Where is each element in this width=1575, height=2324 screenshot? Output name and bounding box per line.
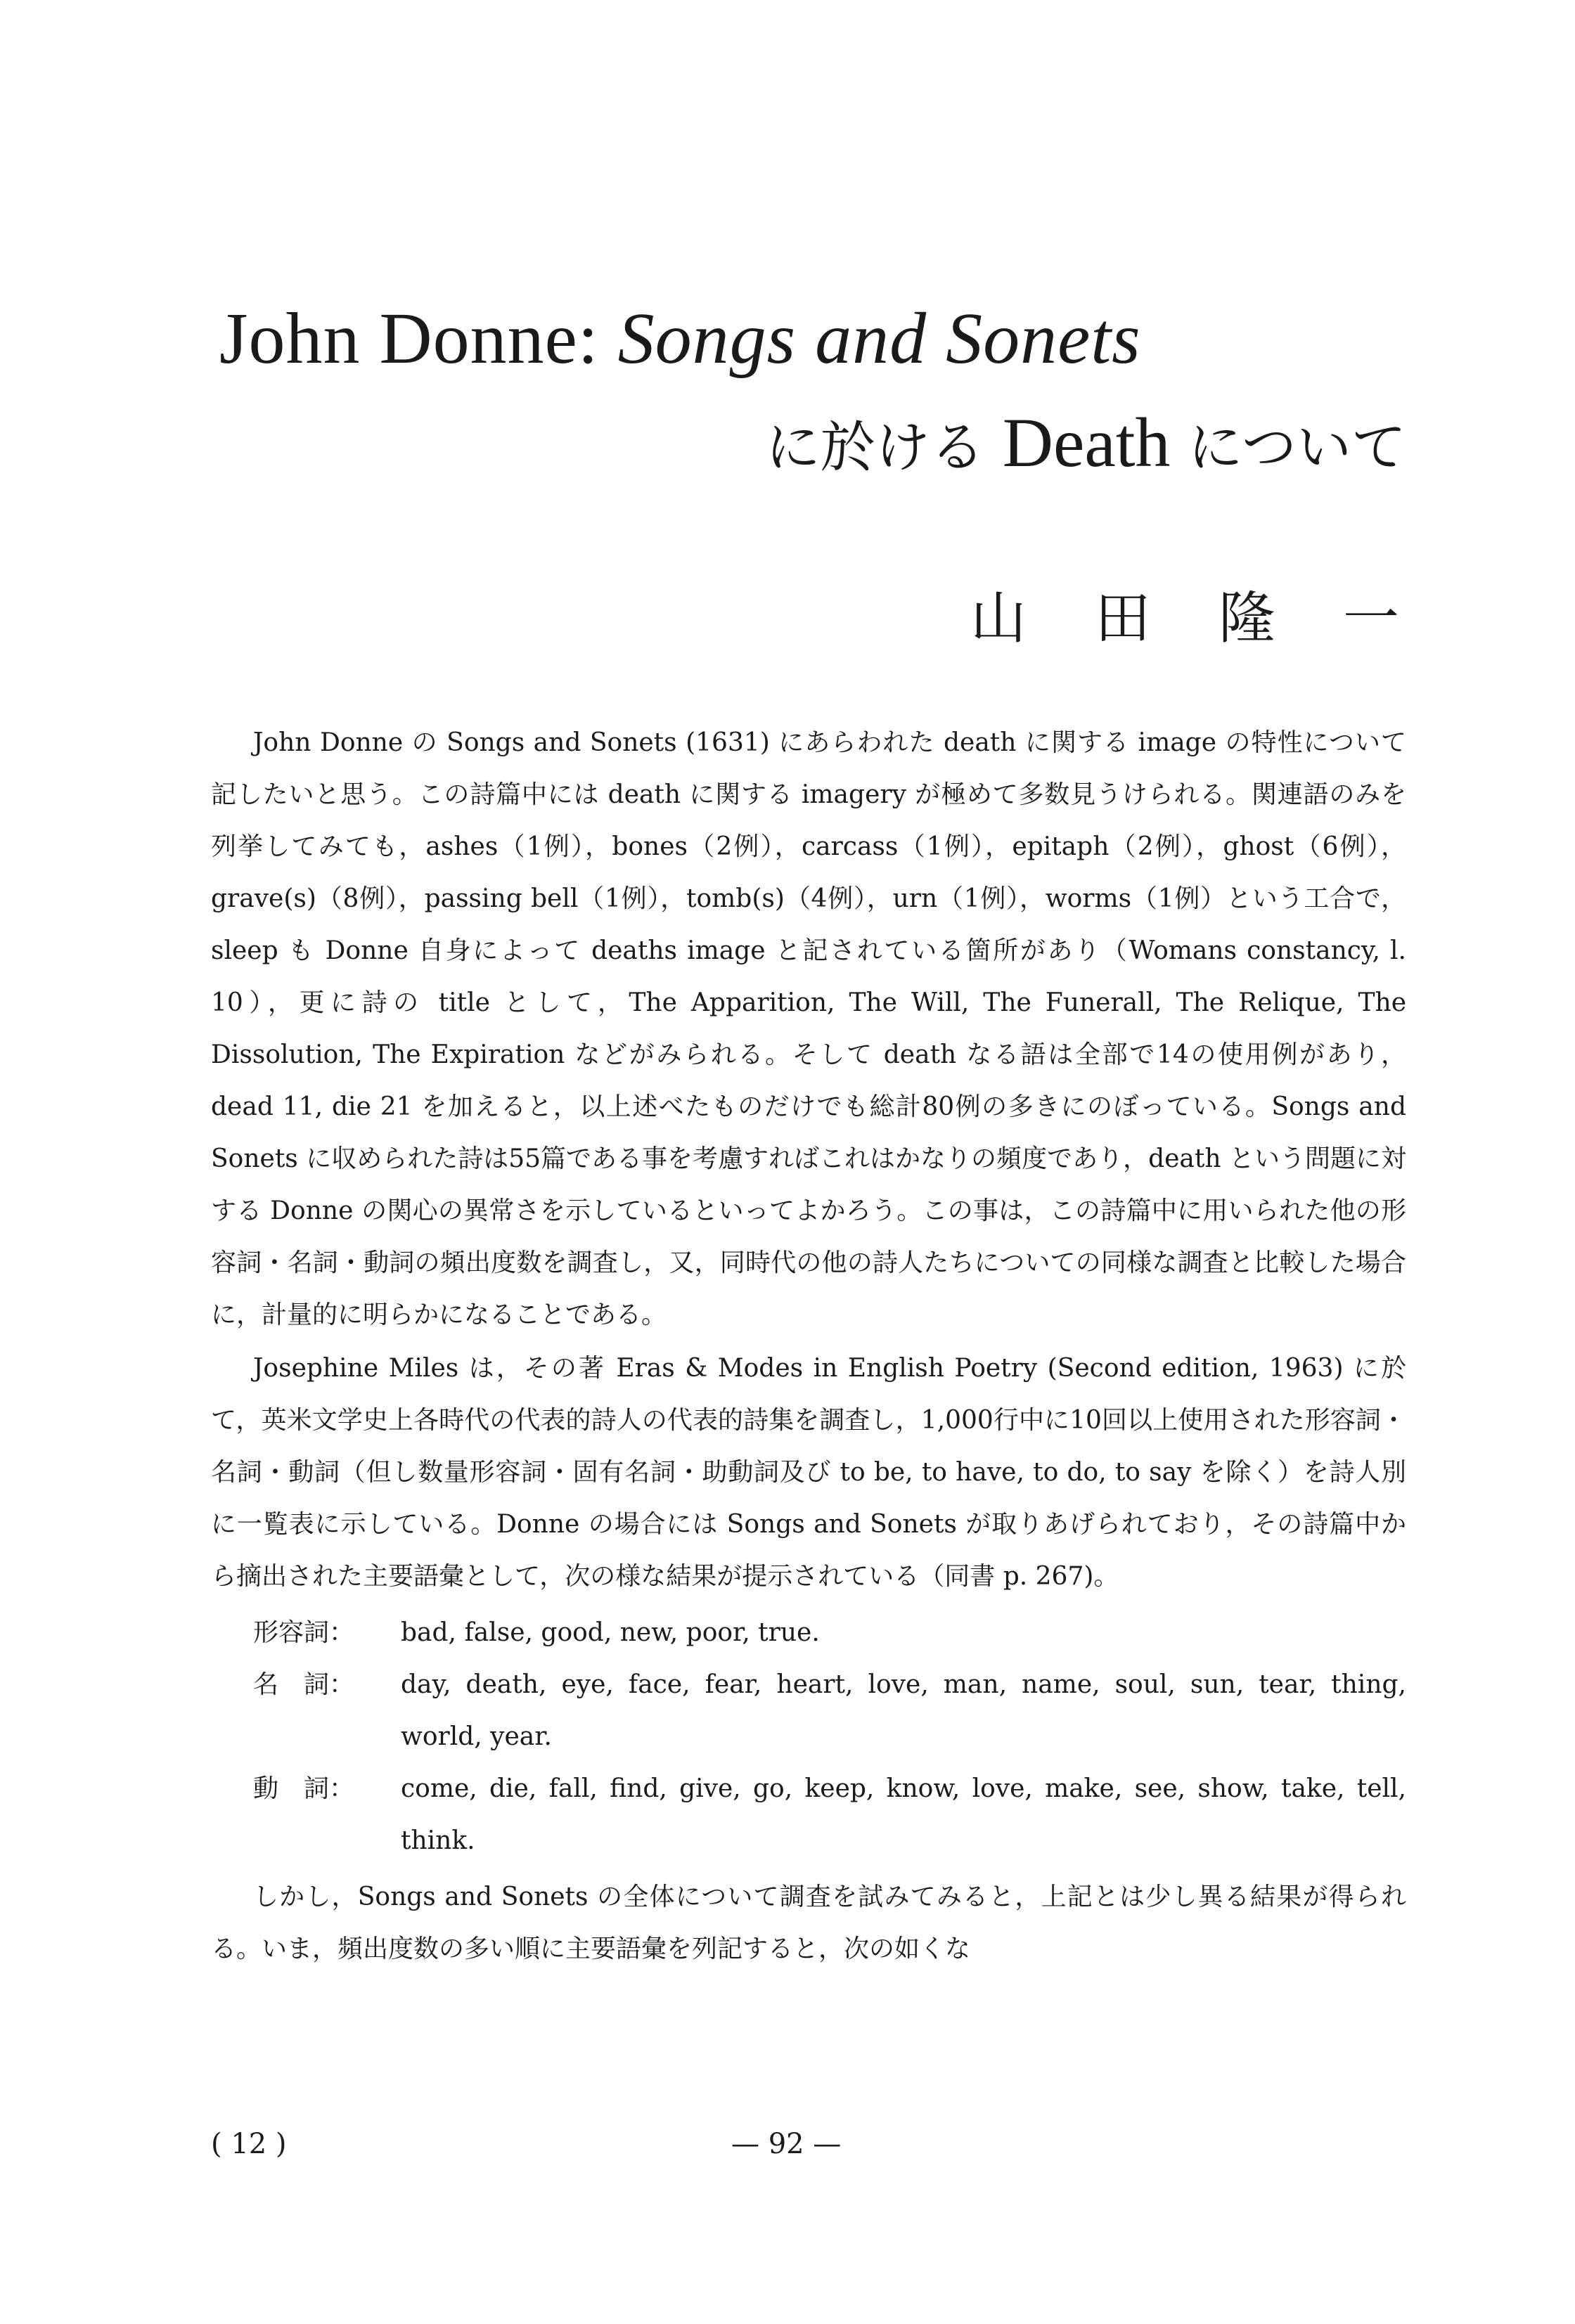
paragraph-1: John Donne の Songs and Sonets (1631) にあらわれた death に関する image の特性について記したいと思う。この詩篇中には death に関する imagery が極めて多数見うけられる。関連語のみを列挙してみても，ashes（1例），bones（2例），carcass（1例），epitaph（2例），ghost（6例），grave(s)（8例），passing bell（1例），tomb(s)（4例），urn（1例），worms（1例）という工合で，sleep も Donne 自身によって deaths image と記されている箇所があり（Womans constancy, l. 10），更に詩の title として，The Apparition, The Will, The Funerall, The Relique, The Dissolution, The Expiration などがみられる。そして death なる語は全部で14の使用例があり，dead 11, die 21 を加えると，以上述べたものだけでも総計80例の多きにのぼっている。Songs and Sonets に収められた詩は55篇である事を考慮すればこれはかなりの頻度であり，death という問題に対する Donne の関心の異常さを示しているといってよかろう。この事は，この詩篇中に用いられた他の形容詞・名詞・動詞の頻出度数を調査し，又，同時代の他の詩人たちについての同様な調査と比較した場合に，計量的に明らかになることである。 — [211, 728, 1406, 1329]
footer-page-left: ( 12 ) — [211, 2128, 287, 2160]
paragraph-2: Josephine Miles は，その著 Eras & Modes in English Poetry (Second edition, 1963) に於て，英米文学史上各時代の代表的詩人の代表的詩集を調査し，1,000行中に10回以上使用された形容詞・名詞・動詞（但し数量形容詞・固有名詞・助動詞及び to be, to have, to do, to say を除く）を詩人別に一覧表に示している。Donne の場合には Songs and Sonets が取りあげられており，その詩篇中から摘出された主要語彙として，次の様な結果が提示されている（同書 p. 267)。 — [211, 1354, 1406, 1591]
author-char: 山 — [970, 586, 1027, 651]
pos-label: 形容詞： — [253, 1618, 355, 1647]
article-body — [211, 717, 1406, 1975]
pos-list — [211, 1607, 1406, 1867]
author-char: 田 — [1094, 586, 1151, 651]
title-jp-prefix: に於ける — [765, 416, 985, 479]
pos-words: bad, false, good, new, poor, true. — [401, 1618, 820, 1647]
pos-label: 動 詞： — [253, 1774, 355, 1803]
pos-label: 名 詞： — [253, 1670, 355, 1699]
pos-row-verbs — [211, 1763, 1406, 1867]
title-author-name: John Donne: — [219, 298, 618, 379]
title-work-name: Songs and Sonets — [617, 298, 1141, 379]
title-line-1 — [219, 298, 1141, 379]
paragraph-3: しかし，Songs and Sonets の全体について調査を試みてみると，上記とは少し異る結果が得られる。いま，頻出度数の多い順に主要語彙を列記すると，次の如くな — [211, 1883, 1406, 1963]
title-line-2 — [765, 404, 1406, 482]
author-name — [970, 586, 1399, 651]
title-jp-suffix: について — [1188, 416, 1406, 479]
pos-words: come, die, fall, find, give, go, keep, know, love, make, see, show, take, tell, think. — [401, 1774, 1406, 1855]
title-death: Death — [1002, 404, 1171, 482]
pos-words: day, death, eye, face, fear, heart, love, man, name, soul, sun, tear, thing, world, year. — [401, 1670, 1406, 1751]
footer-page-number: — 92 — — [731, 2128, 842, 2160]
pos-row-nouns — [211, 1659, 1406, 1763]
author-char: 隆 — [1219, 586, 1275, 651]
author-char: 一 — [1342, 586, 1399, 651]
pos-row-adjectives — [211, 1607, 1406, 1659]
